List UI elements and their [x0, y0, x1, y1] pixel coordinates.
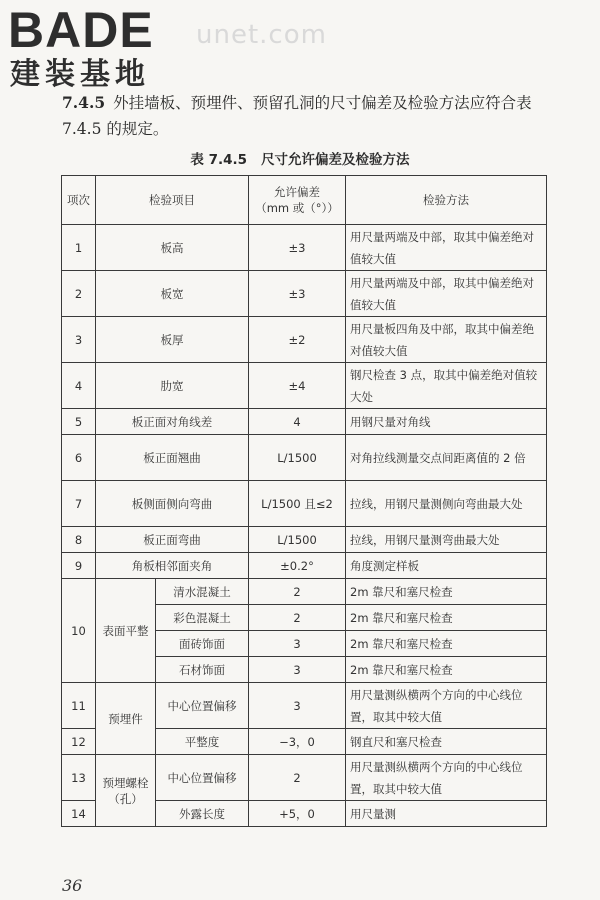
- row-subitem: 平整度: [156, 729, 249, 755]
- table-row: [62, 317, 547, 363]
- row-deviation: L/1500: [249, 527, 346, 553]
- row-item: 板宽: [96, 271, 249, 317]
- table-row: [62, 683, 547, 729]
- row-index: 13: [62, 755, 96, 801]
- row-item: 角板相邻面夹角: [96, 553, 249, 579]
- row-method: 对角拉线测量交点间距离值的 2 倍: [346, 435, 547, 481]
- row-method: 2m 靠尺和塞尺检查: [346, 605, 547, 631]
- row-subitem: 中心位置偏移: [156, 683, 249, 729]
- row-method: 2m 靠尺和塞尺检查: [346, 657, 547, 683]
- row-method: 用尺量测纵横两个方向的中心线位置，取其中较大值: [346, 755, 547, 801]
- row-item: 板侧面侧向弯曲: [96, 481, 249, 527]
- row-deviation: 3: [249, 683, 346, 729]
- row-index: 7: [62, 481, 96, 527]
- row-item: 板高: [96, 225, 249, 271]
- table-row: [62, 435, 547, 481]
- row-item: [96, 755, 156, 827]
- row-method: 钢直尺和塞尺检查: [346, 729, 547, 755]
- row-deviation: L/1500: [249, 435, 346, 481]
- row-deviation: 2: [249, 579, 346, 605]
- row-subitem: 中心位置偏移: [156, 755, 249, 801]
- tolerance-table: [61, 175, 547, 827]
- page-number: 36: [62, 876, 83, 895]
- row-subitem: 清水混凝土: [156, 579, 249, 605]
- header-deviation: [249, 176, 346, 225]
- row-index: 4: [62, 363, 96, 409]
- row-method: 拉线，用钢尺量测弯曲最大处: [346, 527, 547, 553]
- table-header-row: [62, 176, 547, 225]
- watermark: unet.com: [196, 20, 327, 50]
- row-method: 2m 靠尺和塞尺检查: [346, 579, 547, 605]
- row-item: 预埋件: [96, 683, 156, 755]
- row-index: 3: [62, 317, 96, 363]
- row-index: 2: [62, 271, 96, 317]
- table-caption: [0, 148, 600, 168]
- row-item: 肋宽: [96, 363, 249, 409]
- row-index: 8: [62, 527, 96, 553]
- row-index: 10: [62, 579, 96, 683]
- table-row: [62, 527, 547, 553]
- table-caption-title: 尺寸允许偏差及检验方法: [261, 152, 410, 168]
- row-deviation: ±0.2°: [249, 553, 346, 579]
- row-item-line1: 预埋螺栓: [102, 775, 149, 790]
- row-method: 用尺量两端及中部，取其中偏差绝对值较大值: [346, 271, 547, 317]
- row-item: 板正面翘曲: [96, 435, 249, 481]
- table-row: [62, 579, 547, 605]
- table-row: [62, 481, 547, 527]
- row-deviation: ±3: [249, 225, 346, 271]
- table-row: [62, 225, 547, 271]
- clause-paragraph: [62, 90, 562, 142]
- row-index: 11: [62, 683, 96, 729]
- row-deviation: L/1500 且≤2: [249, 481, 346, 527]
- row-deviation: 2: [249, 605, 346, 631]
- row-deviation: ±2: [249, 317, 346, 363]
- row-item: 板正面对角线差: [96, 409, 249, 435]
- row-subitem: 彩色混凝土: [156, 605, 249, 631]
- row-item: 板正面弯曲: [96, 527, 249, 553]
- logo-subtitle: 建装基地: [10, 57, 150, 92]
- row-index: 1: [62, 225, 96, 271]
- row-item-line2: （孔）: [108, 791, 143, 806]
- row-deviation: ±3: [249, 271, 346, 317]
- row-subitem: 外露长度: [156, 801, 249, 827]
- row-method: 角度测定样板: [346, 553, 547, 579]
- row-index: 12: [62, 729, 96, 755]
- row-method: 拉线，用钢尺量测侧向弯曲最大处: [346, 481, 547, 527]
- row-deviation: 2: [249, 755, 346, 801]
- row-index: 6: [62, 435, 96, 481]
- row-deviation: +5，0: [249, 801, 346, 827]
- row-item: 板厚: [96, 317, 249, 363]
- row-method: 钢尺检查 3 点，取其中偏差绝对值较大处: [346, 363, 547, 409]
- row-index: 14: [62, 801, 96, 827]
- row-subitem: 面砖饰面: [156, 631, 249, 657]
- row-index: 5: [62, 409, 96, 435]
- row-method: 用钢尺量对角线: [346, 409, 547, 435]
- row-deviation: −3，0: [249, 729, 346, 755]
- row-method: 用尺量两端及中部，取其中偏差绝对值较大值: [346, 225, 547, 271]
- row-index: 9: [62, 553, 96, 579]
- clause-number: 7.4.5: [62, 93, 106, 112]
- table-row: [62, 409, 547, 435]
- row-subitem: 石材饰面: [156, 657, 249, 683]
- header-item: 检验项目: [96, 176, 249, 225]
- header-method: 检验方法: [346, 176, 547, 225]
- table-caption-number: 表 7.4.5: [190, 152, 248, 168]
- table-row: [62, 363, 547, 409]
- row-deviation: 3: [249, 657, 346, 683]
- row-method: 2m 靠尺和塞尺检查: [346, 631, 547, 657]
- row-deviation: ±4: [249, 363, 346, 409]
- row-method: 用尺量测: [346, 801, 547, 827]
- table-row: [62, 553, 547, 579]
- table-row: [62, 271, 547, 317]
- row-deviation: 4: [249, 409, 346, 435]
- clause-text: 外挂墙板、预埋件、预留孔洞的尺寸偏差及检验方法应符合表 7.4.5 的规定。: [62, 94, 532, 138]
- header-index: 项次: [62, 176, 96, 225]
- row-method: 用尺量测纵横两个方向的中心线位置，取其中较大值: [346, 683, 547, 729]
- table-row: [62, 755, 547, 801]
- row-deviation: 3: [249, 631, 346, 657]
- header-deviation-line1: 允许偏差: [274, 185, 320, 199]
- row-method: 用尺量板四角及中部，取其中偏差绝对值较大值: [346, 317, 547, 363]
- logo-brand: BADE: [8, 2, 154, 58]
- site-logo: [8, 4, 178, 92]
- header-deviation-line2: （mm 或（°））: [255, 201, 339, 215]
- row-item: 表面平整: [96, 579, 156, 683]
